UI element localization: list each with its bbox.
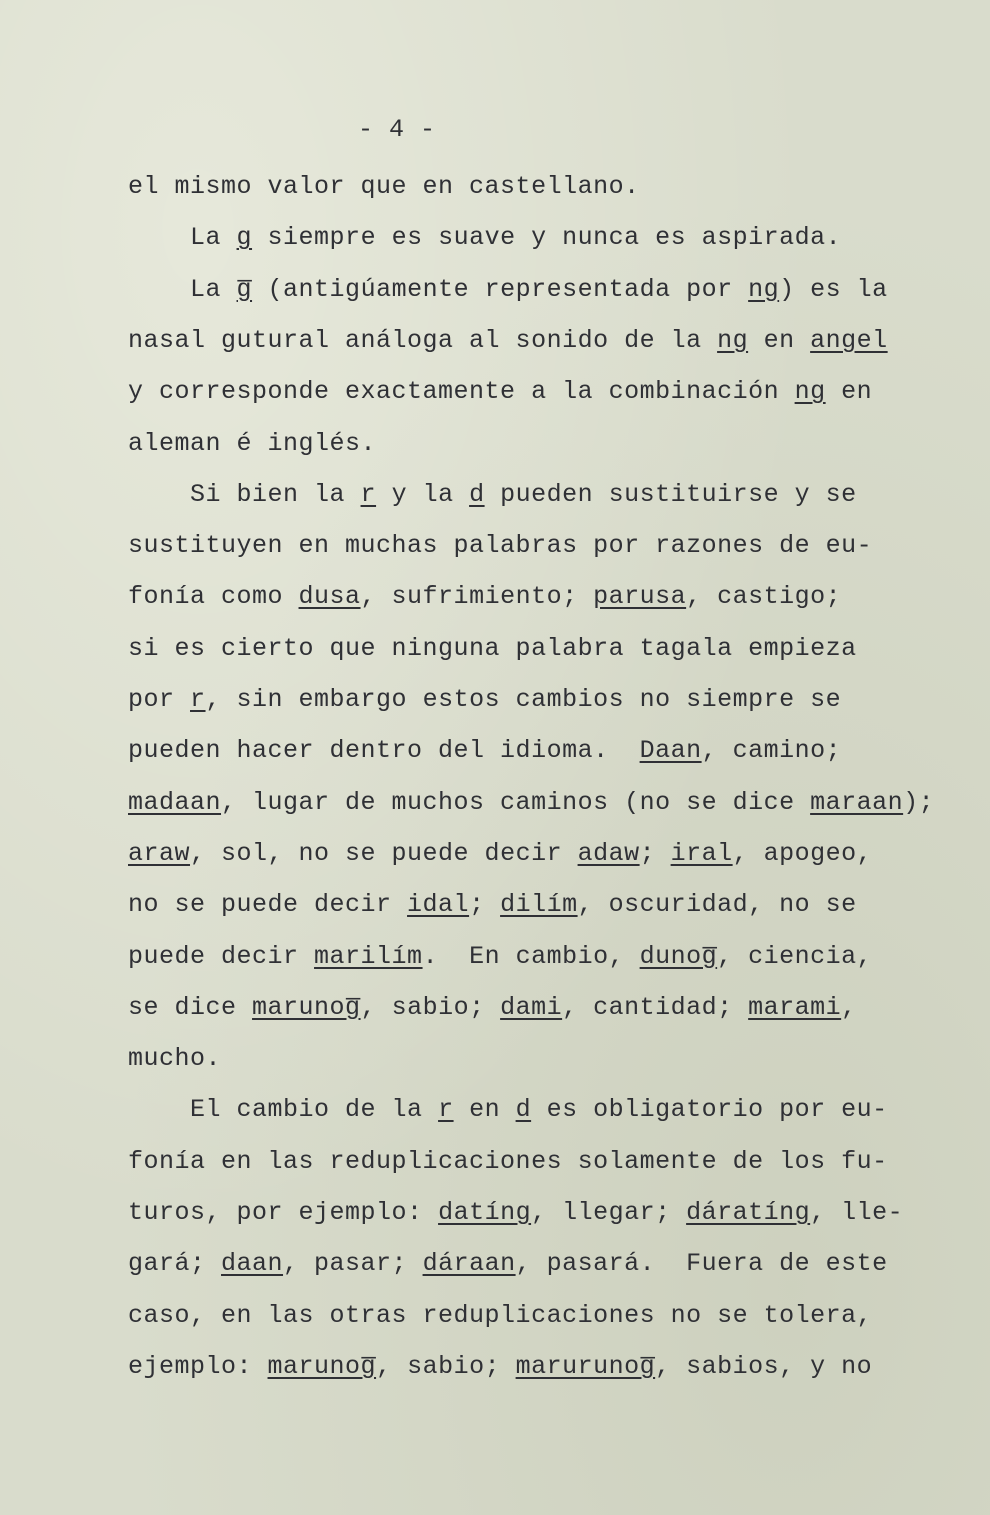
- text-segment: , lle-: [810, 1198, 904, 1227]
- text-segment: siempre es suave y nunca es aspirada.: [252, 223, 842, 253]
- text-segment: , apogeo,: [732, 838, 873, 868]
- text-line: [128, 172, 640, 202]
- text-segment: y corresponde exactamente a la combinación: [128, 377, 795, 407]
- text-segment: en: [453, 1095, 516, 1125]
- text-line: [128, 993, 857, 1023]
- text-line: [128, 788, 934, 818]
- text-segment: ;: [469, 890, 501, 920]
- text-segment: puede decir: [128, 941, 315, 971]
- underlined-word: ng: [717, 325, 749, 355]
- text-line: [128, 377, 872, 407]
- underlined-word: dáraan: [422, 1249, 516, 1279]
- underlined-word: dami: [500, 992, 563, 1022]
- text-segment: , sabios, y no: [655, 1351, 873, 1381]
- text-segment: y la: [376, 479, 470, 509]
- underlined-word: iral: [670, 838, 733, 868]
- text-segment: pueden sustituirse y se: [484, 479, 857, 509]
- underlined-word: idal: [407, 890, 470, 920]
- text-segment: el mismo valor que en castellano.: [128, 172, 640, 201]
- text-segment: caso, en las otras reduplicaciones no se tolera,: [128, 1300, 873, 1330]
- underlined-word: marunog̅: [267, 1351, 377, 1381]
- text-line: [128, 1352, 872, 1382]
- text-segment: . En cambio,: [422, 941, 640, 971]
- underlined-word: dilím: [500, 890, 578, 920]
- underlined-word: dáratíng: [686, 1198, 811, 1227]
- text-line: [128, 531, 872, 561]
- underlined-word: marurunog̅: [515, 1351, 656, 1381]
- text-segment: fonía como: [128, 582, 299, 612]
- underlined-word: dunog̅: [639, 941, 718, 971]
- text-line: [128, 736, 841, 766]
- underlined-word: ng: [748, 274, 780, 304]
- text-line: [128, 582, 841, 612]
- underlined-word: daan: [221, 1249, 284, 1279]
- text-segment: pueden hacer dentro del idioma.: [128, 736, 640, 766]
- text-segment: se dice: [128, 992, 253, 1022]
- text-segment: , cantidad;: [562, 992, 749, 1022]
- text-line: [128, 839, 872, 869]
- text-segment: , lugar de muchos caminos (no se dice: [221, 787, 811, 817]
- text-line: [128, 223, 841, 253]
- text-line: [128, 634, 857, 664]
- text-line: [128, 890, 857, 920]
- text-segment: por: [128, 685, 191, 714]
- text-segment: El cambio de la: [128, 1095, 439, 1125]
- text-segment: , pasar;: [283, 1249, 423, 1279]
- underlined-word: madaan: [128, 787, 222, 817]
- text-segment: , llegar;: [531, 1198, 687, 1227]
- text-segment: gará;: [128, 1249, 222, 1279]
- text-line: [128, 480, 857, 510]
- text-segment: fonía en las reduplicaciones solamente de los fu-: [128, 1146, 888, 1176]
- text-segment: nasal gutural análoga al sonido de la: [128, 325, 718, 355]
- text-segment: , pasará. Fuera de este: [515, 1249, 888, 1279]
- underlined-word: adaw: [577, 838, 640, 868]
- underlined-word: parusa: [593, 582, 687, 612]
- text-line: [128, 429, 376, 459]
- underlined-word: g: [236, 223, 253, 253]
- underlined-word: r: [360, 479, 377, 509]
- text-segment: , sufrimiento;: [360, 582, 594, 612]
- text-segment: sustituyen en muchas palabras por razones de eu-: [128, 531, 873, 561]
- text-segment: );: [903, 787, 935, 817]
- text-segment: en: [748, 325, 811, 355]
- underlined-word: marunog̅: [252, 992, 361, 1022]
- underlined-word: Daan: [639, 736, 702, 766]
- underlined-word: d: [515, 1095, 532, 1125]
- text-segment: no se puede decir: [128, 890, 408, 920]
- text-segment: , sin embargo estos cambios no siempre se: [205, 685, 842, 714]
- text-line: [128, 1249, 888, 1279]
- text-segment: , oscuridad, no se: [577, 890, 857, 920]
- text-segment: (antigúamente representada por: [252, 274, 749, 304]
- underlined-word: marami: [748, 992, 842, 1022]
- text-line: [128, 942, 872, 972]
- underlined-word: g̅: [236, 274, 253, 304]
- text-line: [128, 1198, 903, 1228]
- text-line: [128, 1044, 221, 1074]
- text-segment: , camino;: [701, 736, 842, 766]
- underlined-word: angel: [810, 325, 888, 355]
- text-line: [128, 1095, 888, 1125]
- text-line: [128, 685, 841, 715]
- text-segment: La: [128, 223, 237, 253]
- text-segment: La: [128, 274, 237, 304]
- text-segment: ) es la: [779, 274, 888, 304]
- page-number: - 4 -: [358, 115, 436, 144]
- text-segment: , sabio;: [376, 1351, 516, 1381]
- underlined-word: ng: [794, 377, 826, 407]
- text-line: [128, 1147, 888, 1177]
- text-segment: ejemplo:: [128, 1351, 268, 1381]
- underlined-word: araw: [128, 838, 191, 868]
- text-segment: turos, por ejemplo:: [128, 1198, 439, 1227]
- text-segment: ;: [639, 838, 671, 868]
- text-line: [128, 326, 888, 356]
- underlined-word: r: [438, 1095, 454, 1125]
- text-segment: si es cierto que ninguna palabra tagala empieza: [128, 633, 857, 663]
- text-segment: mucho.: [128, 1044, 222, 1074]
- text-segment: Si bien la: [128, 479, 361, 509]
- underlined-word: dusa: [298, 582, 361, 612]
- text-segment: es obligatorio por eu-: [531, 1095, 888, 1125]
- text-segment: , ciencia,: [717, 941, 873, 971]
- text-segment: en: [825, 377, 873, 407]
- text-line: [128, 275, 888, 305]
- text-segment: , sol, no se puede decir: [190, 838, 578, 868]
- underlined-word: d: [469, 479, 485, 509]
- text-line: [128, 1301, 872, 1331]
- text-segment: , castigo;: [686, 582, 842, 612]
- text-segment: , sabio;: [360, 992, 501, 1022]
- underlined-word: r: [190, 685, 206, 714]
- underlined-word: marilím: [314, 941, 423, 971]
- text-segment: ,: [841, 992, 857, 1022]
- underlined-word: datíng: [438, 1198, 532, 1227]
- text-segment: aleman é inglés.: [128, 428, 377, 458]
- underlined-word: maraan: [810, 787, 904, 817]
